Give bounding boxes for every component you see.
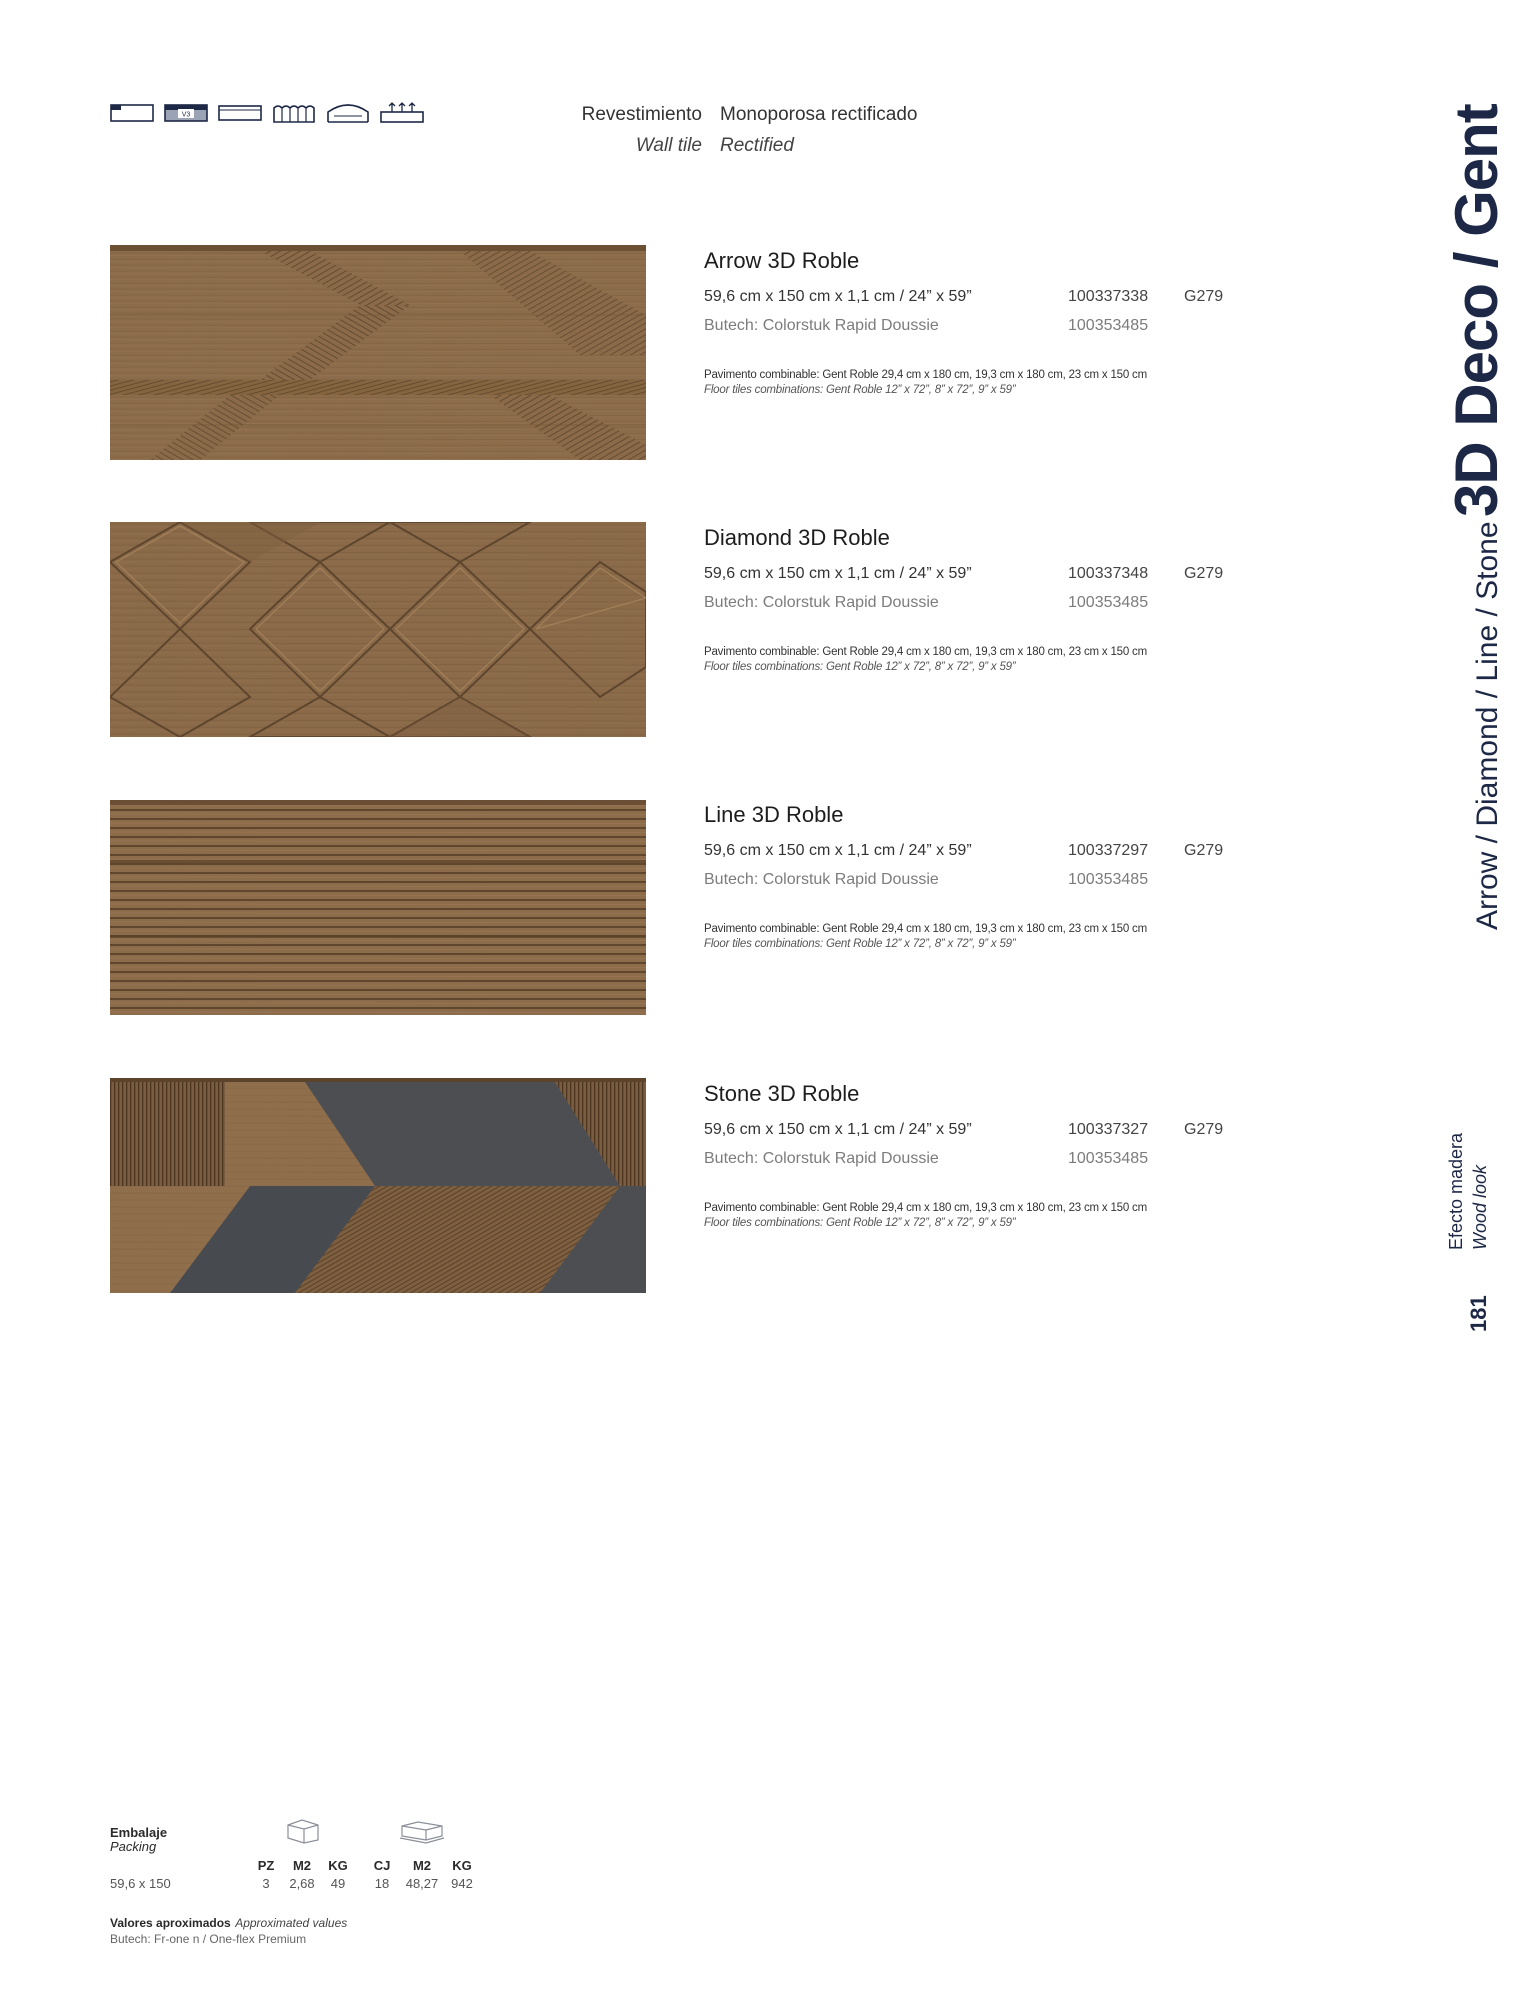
- butech-grout: Butech: Colorstuk Rapid Doussie: [704, 871, 939, 888]
- shade-variation-label: V3: [181, 111, 191, 119]
- box-value-kg: 49: [330, 1876, 346, 1891]
- technical-icons: [110, 100, 424, 126]
- product-code: 100337338: [1068, 288, 1149, 305]
- thickness-icon: [218, 100, 262, 126]
- line-tile-image: [110, 800, 646, 1015]
- rectified-edge-icon: [110, 100, 154, 126]
- packing-size: 59,6 x 150: [110, 1876, 171, 1891]
- interior-use-icon: [326, 100, 370, 126]
- product-group: G279: [1184, 565, 1224, 582]
- floor-combination-en: Floor tiles combinations: Gent Roble 12” x 72”, 8” x 72”, 9” x 59”: [704, 661, 1016, 673]
- pallet-value-cj: 18: [374, 1876, 390, 1891]
- pallet-header-m2: M2: [412, 1858, 432, 1873]
- butech-code: 100353485: [1068, 594, 1149, 611]
- pallet-value-m2: 48,27: [405, 1876, 439, 1891]
- series-names: Arrow / Diamond / Line / Stone: [1471, 521, 1504, 930]
- tile-type-label: Revestimiento: [581, 104, 702, 125]
- collection-name: 3D Deco / Gent: [1443, 104, 1510, 518]
- diamond-tile-image: [110, 522, 646, 737]
- butech-code: 100353485: [1068, 1150, 1149, 1167]
- product-name: Stone 3D Roble: [704, 1081, 860, 1106]
- butech-grout: Butech: Colorstuk Rapid Doussie: [704, 1150, 939, 1167]
- product-name: Diamond 3D Roble: [704, 525, 890, 550]
- product-code: 100337297: [1068, 842, 1149, 859]
- pallet-value-kg: 942: [451, 1876, 473, 1891]
- floor-combination-en: Floor tiles combinations: Gent Roble 12” x 72”, 8” x 72”, 9” x 59”: [704, 1217, 1016, 1229]
- box-header-pz: PZ: [257, 1858, 275, 1873]
- approx-values-label-en: Approximated values: [235, 1916, 348, 1930]
- butech-grout: Butech: Colorstuk Rapid Doussie: [704, 594, 939, 611]
- butech-code: 100353485: [1068, 871, 1149, 888]
- shade-variation-icon: [164, 100, 208, 126]
- product-dimensions: 59,6 cm x 150 cm x 1,1 cm / 24” x 59”: [704, 288, 972, 305]
- packing-title: Embalaje: [110, 1825, 168, 1840]
- approx-values-note: [110, 1914, 347, 1932]
- box-value-pz: 3: [262, 1876, 270, 1891]
- floor-combination: Pavimento combinable: Gent Roble 29,4 cm x 180 cm, 19,3 cm x 180 cm, 23 cm x 150 cm: [704, 369, 1147, 381]
- product-dimensions: 59,6 cm x 150 cm x 1,1 cm / 24” x 59”: [704, 1121, 972, 1138]
- floor-combination: Pavimento combinable: Gent Roble 29,4 cm x 180 cm, 19,3 cm x 180 cm, 23 cm x 150 cm: [704, 1202, 1147, 1214]
- tile-body-label: Monoporosa rectificado: [720, 104, 918, 125]
- box-header-kg: KG: [328, 1858, 348, 1873]
- product-code: 100337348: [1068, 565, 1149, 582]
- product-code: 100337327: [1068, 1121, 1149, 1138]
- box-icon: [286, 1818, 320, 1844]
- approx-values-label: Valores aproximados: [110, 1916, 231, 1930]
- butech-code: 100353485: [1068, 317, 1149, 334]
- butech-grout: Butech: Colorstuk Rapid Doussie: [704, 317, 939, 334]
- wall-use-icon: [272, 100, 316, 126]
- page-number: 181: [1466, 1295, 1491, 1332]
- box-value-m2: 2,68: [289, 1876, 315, 1891]
- floor-combination: Pavimento combinable: Gent Roble 29,4 cm x 180 cm, 19,3 cm x 180 cm, 23 cm x 150 cm: [704, 646, 1147, 658]
- product-name: Arrow 3D Roble: [704, 248, 860, 273]
- product-group: G279: [1184, 1121, 1224, 1138]
- stone-tile-image: [110, 1078, 646, 1293]
- look-label-en: Wood look: [1470, 1164, 1490, 1250]
- product-group: G279: [1184, 842, 1224, 859]
- collection-title: [1442, 104, 1511, 930]
- pallet-icon: [398, 1818, 446, 1844]
- floor-combination: Pavimento combinable: Gent Roble 29,4 cm x 180 cm, 19,3 cm x 180 cm, 23 cm x 150 cm: [704, 923, 1147, 935]
- product-name: Line 3D Roble: [704, 802, 844, 827]
- look-label: Efecto madera: [1446, 1132, 1466, 1250]
- pallet-header-cj: CJ: [373, 1858, 391, 1873]
- pallet-header-kg: KG: [452, 1858, 472, 1873]
- floor-combination-en: Floor tiles combinations: Gent Roble 12” x 72”, 8” x 72”, 9” x 59”: [704, 938, 1016, 950]
- product-group: G279: [1184, 288, 1224, 305]
- footer-butech: Butech: Fr-one n / One-flex Premium: [110, 1932, 307, 1946]
- product-dimensions: 59,6 cm x 150 cm x 1,1 cm / 24” x 59”: [704, 565, 972, 582]
- box-header-m2: M2: [292, 1858, 312, 1873]
- tile-type-label-en: Wall tile: [635, 135, 702, 156]
- floor-combination-en: Floor tiles combinations: Gent Roble 12” x 72”, 8” x 72”, 9” x 59”: [704, 384, 1016, 396]
- tile-body-label-en: Rectified: [720, 135, 794, 156]
- arrow-tile-image: [110, 245, 646, 460]
- product-dimensions: 59,6 cm x 150 cm x 1,1 cm / 24” x 59”: [704, 842, 972, 859]
- packing-title-en: Packing: [110, 1839, 157, 1854]
